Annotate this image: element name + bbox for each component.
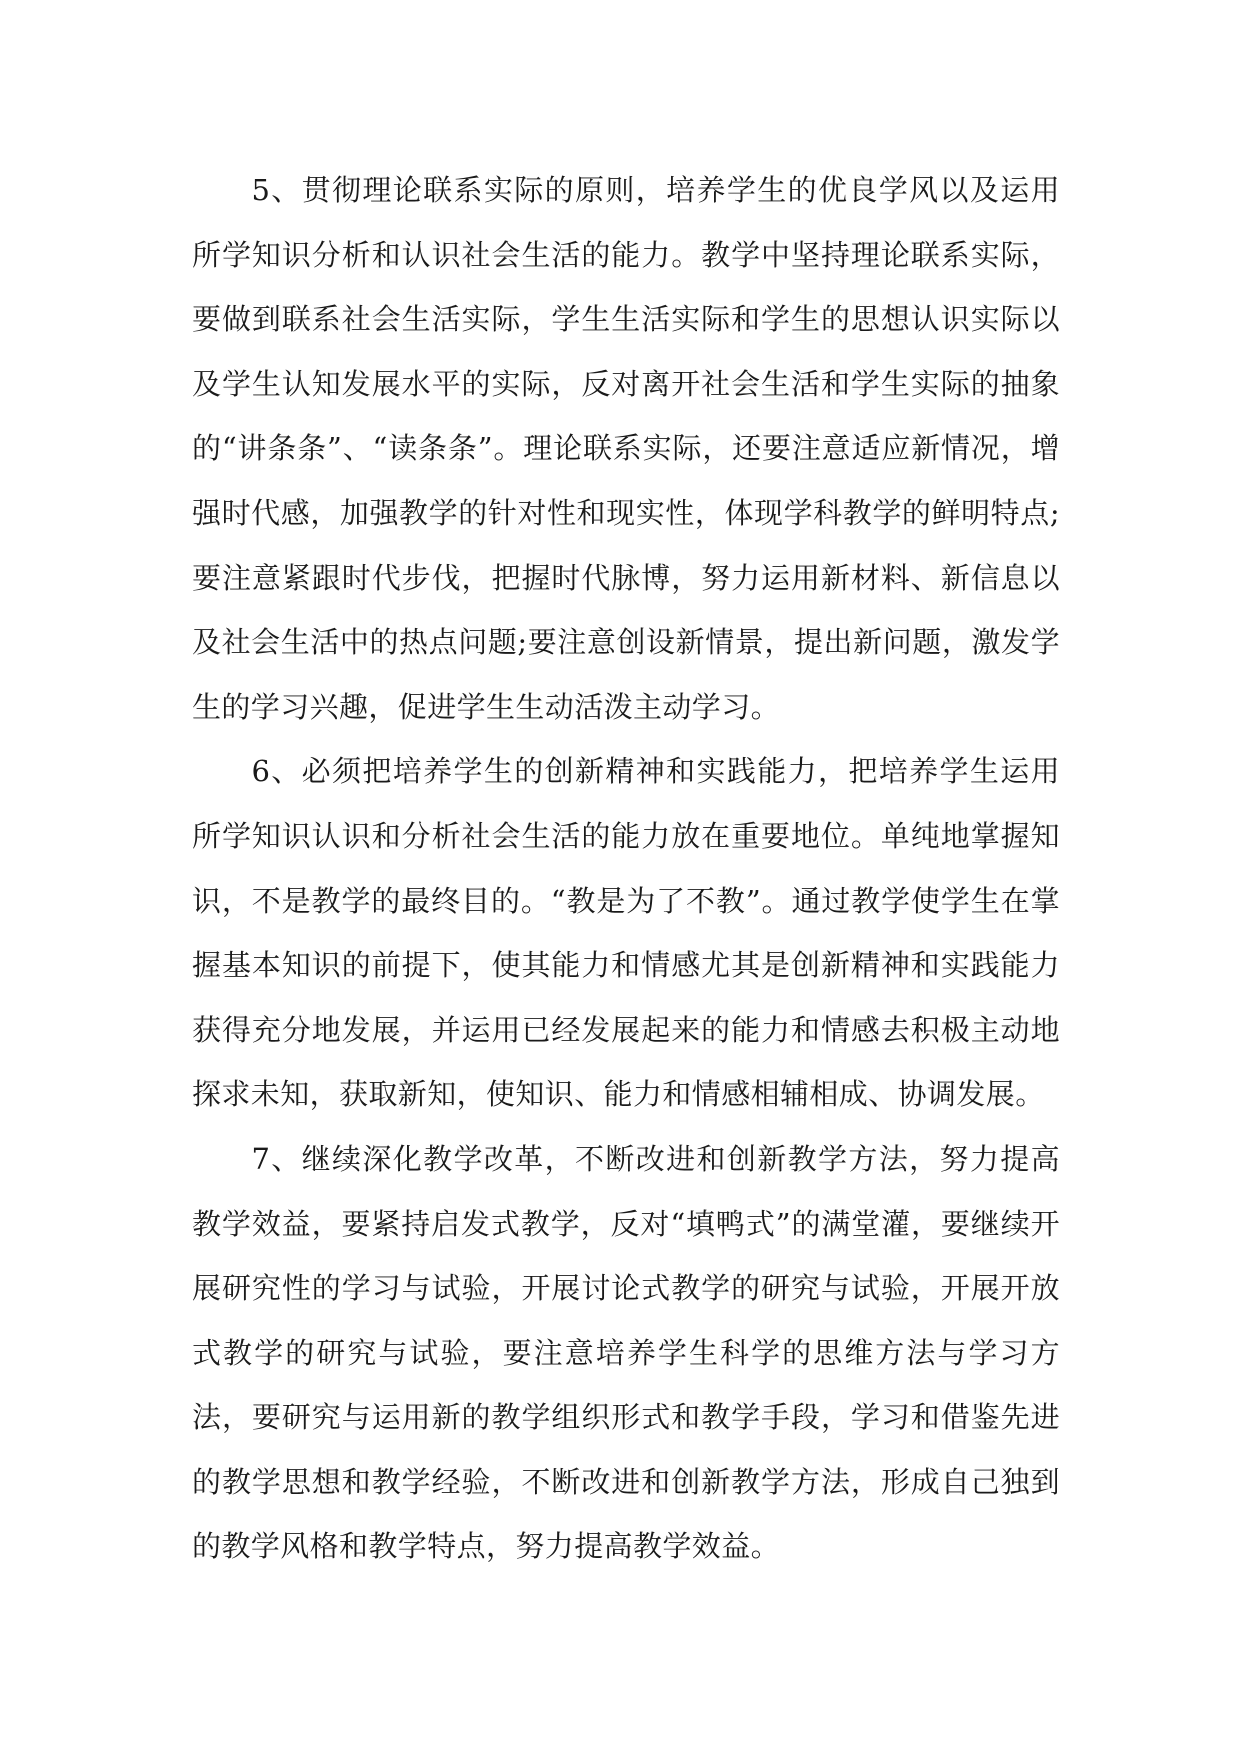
paragraph-7: 7、继续深化教学改革，不断改进和创新教学方法，努力提高教学效益，要紧持启发式教学，反对“填鸭式”的满堂灌，要继续开展研究性的学习与试验，开展讨论式教学的研究与试验，开展开放式教学的研究与试验，要注意培养学生科学的思维方法与学习方法，要研究与运用新的教学组织形式和教学手段，学习和借鉴先进的教学思想和教学经验，不断改进和创新教学方法，形成自己独到的教学风格和教学特点，努力提高教学效益。	[192, 1141, 1060, 1564]
document-body	[192, 158, 1060, 1579]
paragraph-6: 6、必须把培养学生的创新精神和实践能力，把培养学生运用所学知识认识和分析社会生活的能力放在重要地位。单纯地掌握知识，不是教学的最终目的。“教是为了不教”。通过教学使学生在掌握基本知识的前提下，使其能力和情感尤其是创新精神和实践能力获得充分地发展，并运用已经发展起来的能力和情感去积极主动地探求未知，获取新知，使知识、能力和情感相辅相成、协调发展。	[192, 754, 1060, 1112]
paragraph-5: 5、贯彻理论联系实际的原则，培养学生的优良学风以及运用所学知识分析和认识社会生活的能力。教学中坚持理论联系实际，要做到联系社会生活实际，学生生活实际和学生的思想认识实际以及学生认知发展水平的实际，反对离开社会生活和学生实际的抽象的“讲条条”、“读条条”。理论联系实际，还要注意适应新情况，增强时代感，加强教学的针对性和现实性，体现学科教学的鲜明特点;要注意紧跟时代步伐，把握时代脉博，努力运用新材料、新信息以及社会生活中的热点问题;要注意创设新情景，提出新问题，激发学生的学习兴趣，促进学生生动活泼主动学习。	[192, 173, 1060, 724]
